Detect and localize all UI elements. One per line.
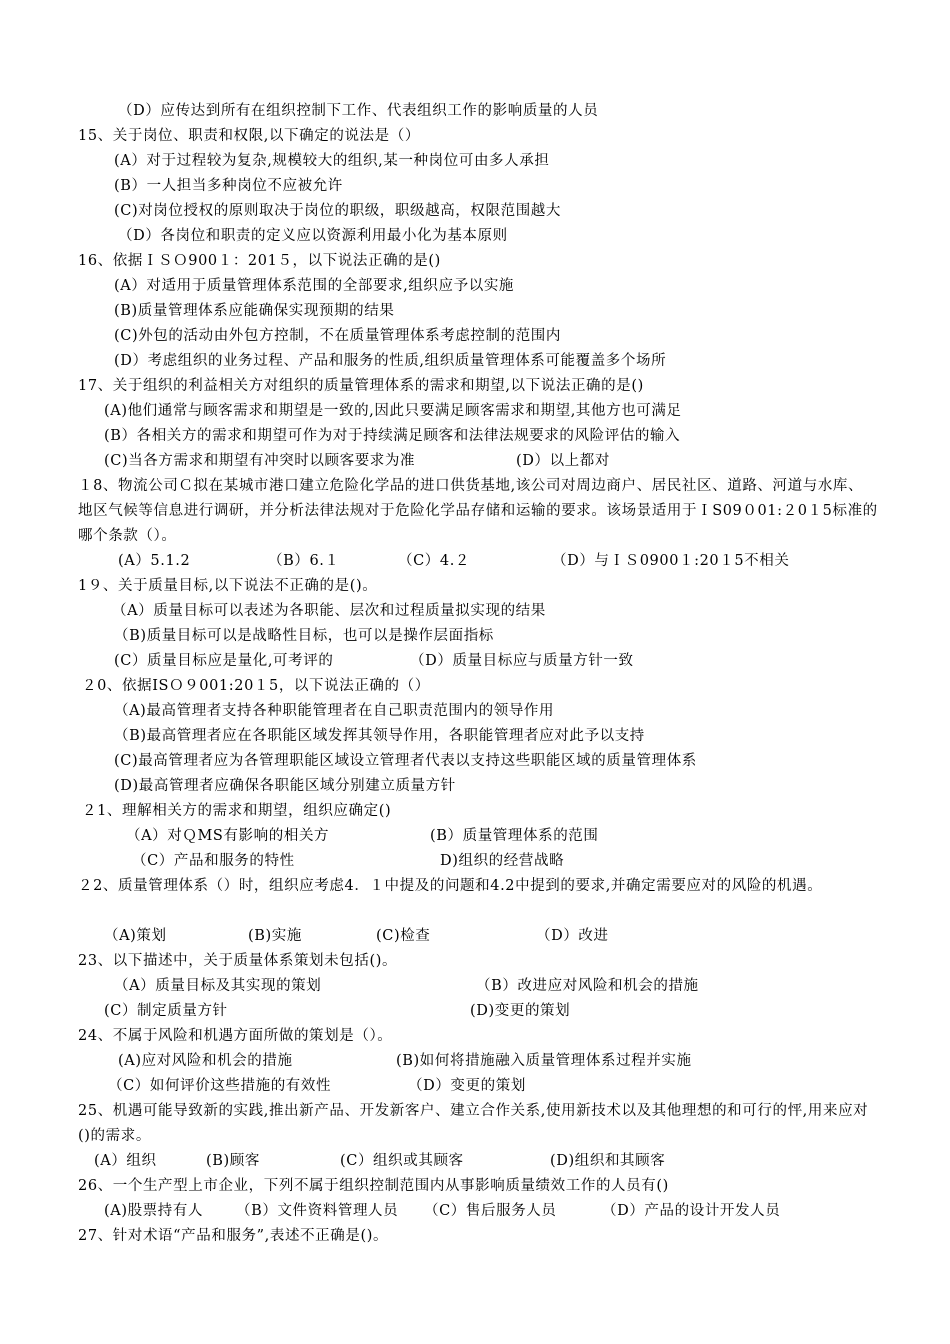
q20-option-b: （B)最高管理者应在各职能区域发挥其领导作用，各职能管理者应对此予以支持	[114, 728, 645, 744]
q24-option-a: (A)应对风险和机会的措施	[118, 1053, 293, 1069]
q25-option-c: (C）组织或其顾客	[340, 1153, 464, 1169]
q19-option-b: （B)质量目标可以是战略性目标，也可以是操作层面指标	[114, 628, 494, 644]
q18-stem: １8、物流公司Ｃ拟在某城市港口建立危险化学品的进口供货基地,该公司对周边商户、居民社区、道路、河道与水库、地区气候等信息进行调研，并分析法律法规对于危险化学品存储和运输的要求。该场景适用于ＩS09０01:２0１5标准的哪个条款（）。	[78, 478, 878, 544]
q25-option-a: (A）组织	[94, 1153, 157, 1169]
q16-option-a: (A）对适用于质量管理体系范围的全部要求,组织应予以实施	[114, 278, 515, 294]
q18-option-c: （C）4.２	[398, 553, 471, 569]
q15-option-d: （D）各岗位和职责的定义应以资源利用最小化为基本原则	[118, 228, 508, 244]
q15-option-c: (C)对岗位授权的原则取决于岗位的职级，职级越高，权限范围越大	[114, 203, 562, 219]
q25-stem: 25、机遇可能导致新的实践,推出新产品、开发新客户、建立合作关系,使用新技术以及其他理想的和可行的怦,用来应对()的需求。	[78, 1103, 869, 1144]
q24-option-d: （D）变更的策划	[408, 1078, 526, 1094]
q18-option-d: （D）与ＩＳ0900１:20１5不相关	[552, 553, 790, 569]
q16-stem: 16、依据ＩＳＯ900１：201５，以下说法正确的是()	[78, 253, 441, 269]
q22-option-c: (C)检查	[376, 928, 431, 944]
q15-option-a: (A）对于过程较为复杂,规模较大的组织,某一种岗位可由多人承担	[114, 153, 550, 169]
q16-option-c: (C)外包的活动由外包方控制，不在质量管理体系考虑控制的范围内	[114, 328, 562, 344]
q26-option-d: （D）产品的设计开发人员	[602, 1203, 781, 1219]
q16-option-b: (B)质量管理体系应能确保实现预期的结果	[114, 303, 395, 319]
q22-option-d: （D）改进	[536, 928, 609, 944]
q22-option-a: （A)策划	[104, 928, 167, 944]
q27-stem: 27、针对术语“产品和服务”,表述不正确是()。	[78, 1228, 389, 1244]
q23-option-c: (C）制定质量方针	[104, 1003, 228, 1019]
q14-option-d: （D）应传达到所有在组织控制下工作、代表组织工作的影响质量的人员	[118, 103, 599, 119]
q18-option-b: （B）6.１	[268, 553, 340, 569]
q21-option-b: (B）质量管理体系的范围	[430, 828, 599, 844]
q17-option-c: (C)当各方需求和期望有冲突时以顾客要求为准	[104, 453, 416, 469]
q24-option-c: （C）如何评价这些措施的有效性	[108, 1078, 332, 1094]
q20-option-c: (C)最高管理者应为各管理职能区域设立管理者代表以支持这些职能区域的质量管理体系	[114, 753, 697, 769]
q23-option-d: (D)变更的策划	[470, 1003, 571, 1019]
q25-option-d: (D)组织和其顾客	[550, 1153, 666, 1169]
q26-stem: 26、一个生产型上市企业，下列不属于组织控制范围内从事影响质量绩效工作的人员有()	[78, 1178, 669, 1194]
q21-stem: ２1、理解相关方的需求和期望，组织应确定()	[82, 803, 392, 819]
q17-option-d: (D）以上都对	[516, 453, 610, 469]
q26-option-a: (A)股票持有人	[104, 1203, 204, 1219]
q18-option-a: (A）5.1.2	[118, 553, 191, 569]
q19-option-a: （A）质量目标可以表述为各职能、层次和过程质量拟实现的结果	[112, 603, 546, 619]
q15-stem: 15、关于岗位、职责和权限,以下确定的说法是（）	[78, 128, 420, 144]
q21-option-c: （C）产品和服务的特性	[132, 853, 295, 869]
q17-option-b: (B）各相关方的需求和期望可作为对于持续满足顾客和法律法规要求的风险评估的输入	[104, 428, 681, 444]
q24-option-b: (B)如何将措施融入质量管理体系过程并实施	[396, 1053, 692, 1069]
q20-option-a: （A)最高管理者支持各种职能管理者在自己职责范围内的领导作用	[114, 703, 555, 719]
q22-stem: ２2、质量管理体系（）时，组织应考虑4．１中提及的问题和4.2中提到的要求,并确定需要应对的风险的机遇。	[78, 878, 823, 894]
q19-option-d: （D）质量目标应与质量方针一致	[410, 653, 634, 669]
q20-option-d: (D)最高管理者应确保各职能区域分别建立质量方针	[114, 778, 456, 794]
q25-option-b: (B)顾客	[206, 1153, 260, 1169]
q17-option-a: (A)他们通常与顾客需求和期望是一致的,因此只要满足顾客需求和期望,其他方也可满足	[104, 403, 682, 419]
q15-option-b: (B）一人担当多种岗位不应被允许	[114, 178, 343, 194]
q23-stem: 23、以下描述中，关于质量体系策划未包括()。	[78, 953, 398, 969]
q23-option-a: （A）质量目标及其实现的策划	[114, 978, 322, 994]
q19-stem: 1９、关于质量目标,以下说法不正确的是()。	[78, 578, 378, 594]
q24-stem: 24、不属于风险和机遇方面所做的策划是（）。	[78, 1028, 393, 1044]
q17-stem: 17、关于组织的利益相关方对组织的质量管理体系的需求和期望,以下说法正确的是()	[78, 378, 644, 394]
q26-option-b: （B）文件资料管理人员	[236, 1203, 399, 1219]
q22-option-b: (B)实施	[248, 928, 302, 944]
q16-option-d: (D）考虑组织的业务过程、产品和服务的性质,组织质量管理体系可能覆盖多个场所	[114, 353, 667, 369]
q21-option-a: （A）对ＱMS有影响的相关方	[126, 828, 330, 844]
q20-stem: ２0、依据ISＯ９001:20１5，以下说法正确的（）	[82, 678, 430, 694]
q19-option-c: (C）质量目标应是量化,可考评的	[114, 653, 334, 669]
q21-option-d: D)组织的经营战略	[440, 853, 565, 869]
q26-option-c: （C）售后服务人员	[424, 1203, 557, 1219]
q23-option-b: （B）改进应对风险和机会的措施	[476, 978, 699, 994]
